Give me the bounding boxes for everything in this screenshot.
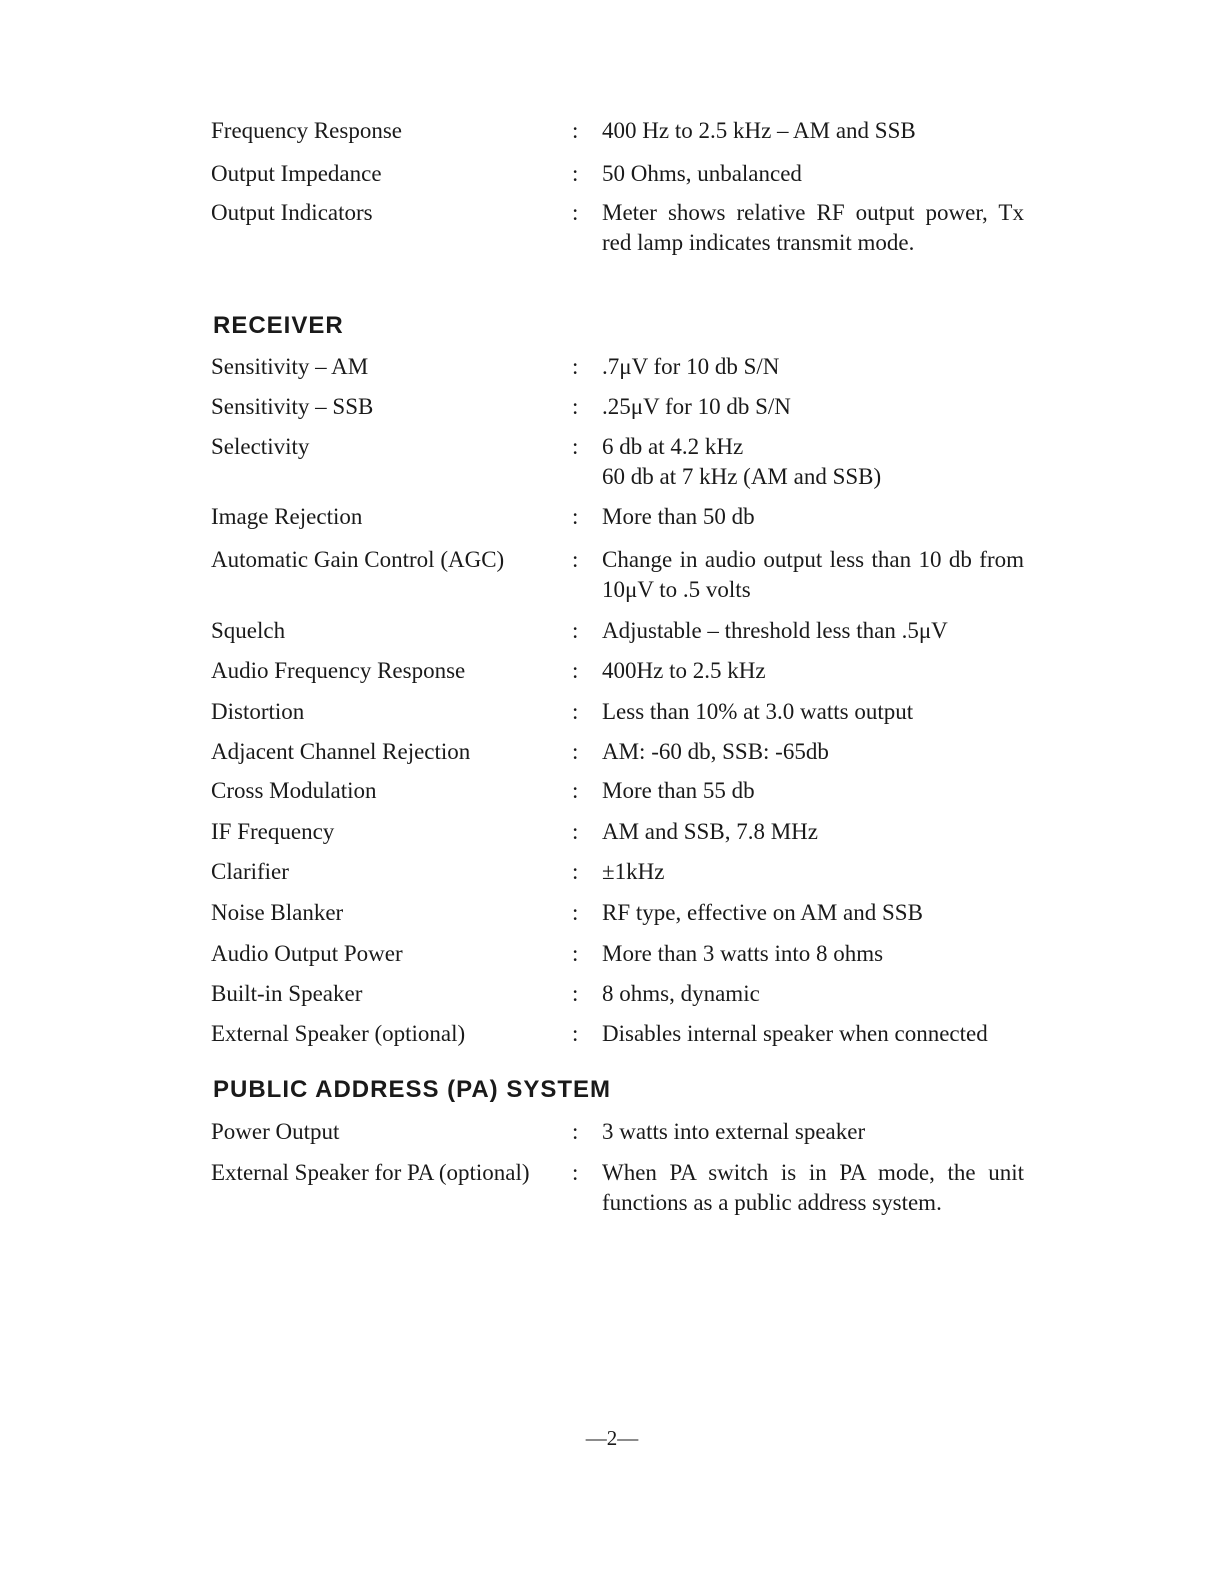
spec-colon: : [572, 778, 579, 803]
spec-colon: : [572, 699, 579, 724]
spec-colon: : [572, 1160, 579, 1185]
spec-value: AM and SSB, 7.8 MHz [602, 819, 818, 844]
spec-label: Squelch [211, 618, 286, 643]
spec-colon: : [572, 739, 579, 764]
spec-value: More than 3 watts into 8 ohms [602, 941, 884, 966]
spec-value: Change in audio output less than 10 db from 10μV to .5 volts [602, 547, 1024, 602]
spec-colon: : [572, 981, 579, 1006]
spec-value: .25μV for 10 db S/N [602, 394, 791, 419]
spec-colon: : [572, 900, 579, 925]
spec-value: Disables internal speaker when connected [602, 1021, 988, 1046]
spec-colon: : [572, 118, 579, 143]
spec-colon: : [572, 394, 579, 419]
spec-label: Adjacent Channel Rejection [211, 739, 471, 764]
spec-value-line: 6 db at 4.2 kHz [602, 434, 744, 459]
spec-value: 8 ohms, dynamic [602, 981, 760, 1006]
section-heading-receiver: RECEIVER [213, 312, 344, 339]
spec-colon: : [572, 504, 579, 529]
section-heading-pa-system: PUBLIC ADDRESS (PA) SYSTEM [213, 1076, 612, 1103]
spec-value: More than 50 db [602, 504, 755, 529]
spec-colon: : [572, 618, 579, 643]
spec-value: More than 55 db [602, 778, 755, 803]
spec-value: AM: -60 db, SSB: -65db [602, 739, 829, 764]
spec-colon: : [572, 859, 579, 884]
spec-colon: : [572, 1021, 579, 1046]
spec-label: Noise Blanker [211, 900, 344, 925]
spec-value: .7μV for 10 db S/N [602, 354, 780, 379]
page-number: —2— [585, 1426, 639, 1450]
spec-colon: : [572, 161, 579, 186]
spec-colon: : [572, 547, 579, 572]
spec-label: Audio Output Power [211, 941, 403, 966]
spec-value: 400Hz to 2.5 kHz [602, 658, 766, 683]
spec-label: Distortion [211, 699, 305, 724]
spec-value: 50 Ohms, unbalanced [602, 161, 802, 186]
spec-label: Frequency Response [211, 118, 402, 143]
spec-value: Less than 10% at 3.0 watts output [602, 699, 914, 724]
spec-colon: : [572, 434, 579, 459]
spec-colon: : [572, 200, 579, 225]
spec-label: Automatic Gain Control (AGC) [211, 547, 505, 572]
spec-label: Selectivity [211, 434, 310, 459]
spec-value [602, 432, 1024, 492]
spec-label: Built-in Speaker [211, 981, 363, 1006]
spec-value: RF type, effective on AM and SSB [602, 900, 923, 925]
spec-label: External Speaker for PA (optional) [211, 1160, 530, 1185]
spec-value-line: 60 db at 7 kHz (AM and SSB) [602, 464, 882, 489]
spec-label: Output Indicators [211, 200, 373, 225]
spec-label: Power Output [211, 1119, 340, 1144]
spec-value: When PA switch is in PA mode, the unit functions as a public address system. [602, 1160, 1024, 1215]
spec-value: 3 watts into external speaker [602, 1119, 866, 1144]
spec-value: ±1kHz [602, 859, 665, 884]
spec-colon: : [572, 1119, 579, 1144]
spec-label: External Speaker (optional) [211, 1021, 466, 1046]
spec-colon: : [572, 658, 579, 683]
spec-colon: : [572, 819, 579, 844]
spec-label: Clarifier [211, 859, 289, 884]
spec-colon: : [572, 941, 579, 966]
spec-label: Audio Frequency Response [211, 658, 466, 683]
spec-value: Meter shows relative RF output power, Tx red lamp indicates transmit mode. [602, 200, 1024, 255]
spec-label: IF Frequency [211, 819, 335, 844]
spec-label: Image Rejection [211, 504, 363, 529]
spec-label: Cross Modulation [211, 778, 377, 803]
spec-value: 400 Hz to 2.5 kHz – AM and SSB [602, 118, 916, 143]
spec-label: Output Impedance [211, 161, 382, 186]
spec-value: Adjustable – threshold less than .5μV [602, 618, 948, 643]
spec-colon: : [572, 354, 579, 379]
spec-label: Sensitivity – AM [211, 354, 369, 379]
spec-label: Sensitivity – SSB [211, 394, 374, 419]
